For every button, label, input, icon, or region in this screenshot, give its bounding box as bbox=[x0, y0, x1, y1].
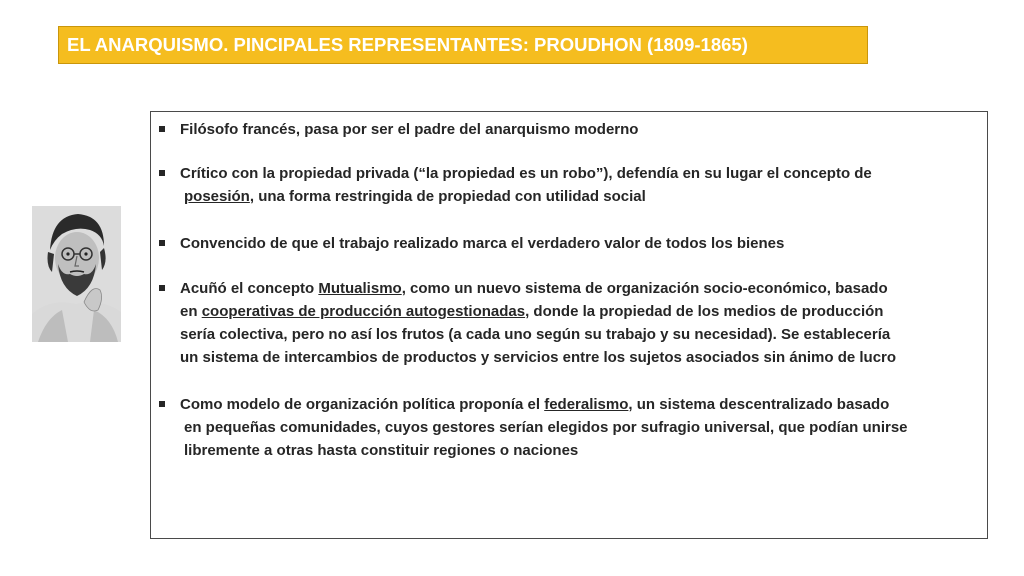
page-title: EL ANARQUISMO. PINCIPALES REPRESENTANTES: PROUDHON (1809-1865) bbox=[67, 34, 748, 55]
square-bullet-icon bbox=[159, 285, 165, 291]
list-item bbox=[151, 162, 987, 208]
text-run: libremente a otras hasta constituir regiones o naciones bbox=[184, 442, 579, 459]
text-run: Convencido de que el trabajo realizado marca el verdadero valor de todos los bienes bbox=[180, 235, 785, 252]
text-line bbox=[180, 232, 784, 255]
text-line bbox=[184, 439, 578, 462]
square-bullet-icon bbox=[159, 126, 165, 132]
text-line bbox=[180, 393, 889, 416]
text-run: , como un nuevo sistema de organización socio-económico, basado bbox=[401, 280, 888, 297]
text-run: sería colectiva, pero no así los frutos (a cada uno según su trabajo y su necesidad). Se establecería bbox=[180, 326, 891, 343]
list-item bbox=[151, 277, 987, 369]
text-line bbox=[184, 185, 646, 208]
text-run: Acuñó el concepto bbox=[180, 280, 319, 297]
list-item bbox=[151, 232, 987, 255]
square-bullet-icon bbox=[159, 170, 165, 176]
text-run: en bbox=[180, 303, 202, 320]
text-line bbox=[180, 323, 890, 346]
text-run: , una forma restringida de propiedad con utilidad social bbox=[249, 188, 646, 205]
text-run: Como modelo de organización política proponía el bbox=[180, 396, 545, 413]
term-cooperativas: cooperativas de producción autogestionadas bbox=[201, 303, 526, 320]
term-mutualismo: Mutualismo bbox=[318, 280, 402, 297]
text-run: , un sistema descentralizado basado bbox=[628, 396, 890, 413]
portrait-illustration bbox=[32, 206, 121, 342]
text-line bbox=[184, 416, 908, 439]
square-bullet-icon bbox=[159, 401, 165, 407]
list-item bbox=[151, 118, 987, 141]
content-panel bbox=[150, 111, 988, 539]
square-bullet-icon bbox=[159, 240, 165, 246]
text-line bbox=[180, 162, 872, 185]
text-run: Crítico con la propiedad privada (“la propiedad es un robo”), defendía en su lugar el concepto de bbox=[180, 165, 872, 182]
text-line bbox=[180, 346, 896, 369]
text-line bbox=[180, 300, 883, 323]
portrait-photo bbox=[32, 206, 121, 342]
text-run: Filósofo francés, pasa por ser el padre del anarquismo moderno bbox=[180, 121, 639, 138]
text-line bbox=[180, 277, 888, 300]
text-run: , donde la propiedad de los medios de producción bbox=[525, 303, 884, 320]
text-run: en pequeñas comunidades, cuyos gestores serían elegidos por sufragio universal, que podían unirse bbox=[184, 419, 908, 436]
title-banner bbox=[58, 26, 868, 64]
text-run: un sistema de intercambios de productos y servicios entre los sujetos asociados sin ánimo de lucro bbox=[180, 349, 897, 366]
list-item bbox=[151, 393, 987, 462]
term-federalismo: federalismo bbox=[544, 396, 629, 413]
term-posesion: posesión bbox=[184, 188, 250, 205]
text-line bbox=[180, 118, 638, 141]
